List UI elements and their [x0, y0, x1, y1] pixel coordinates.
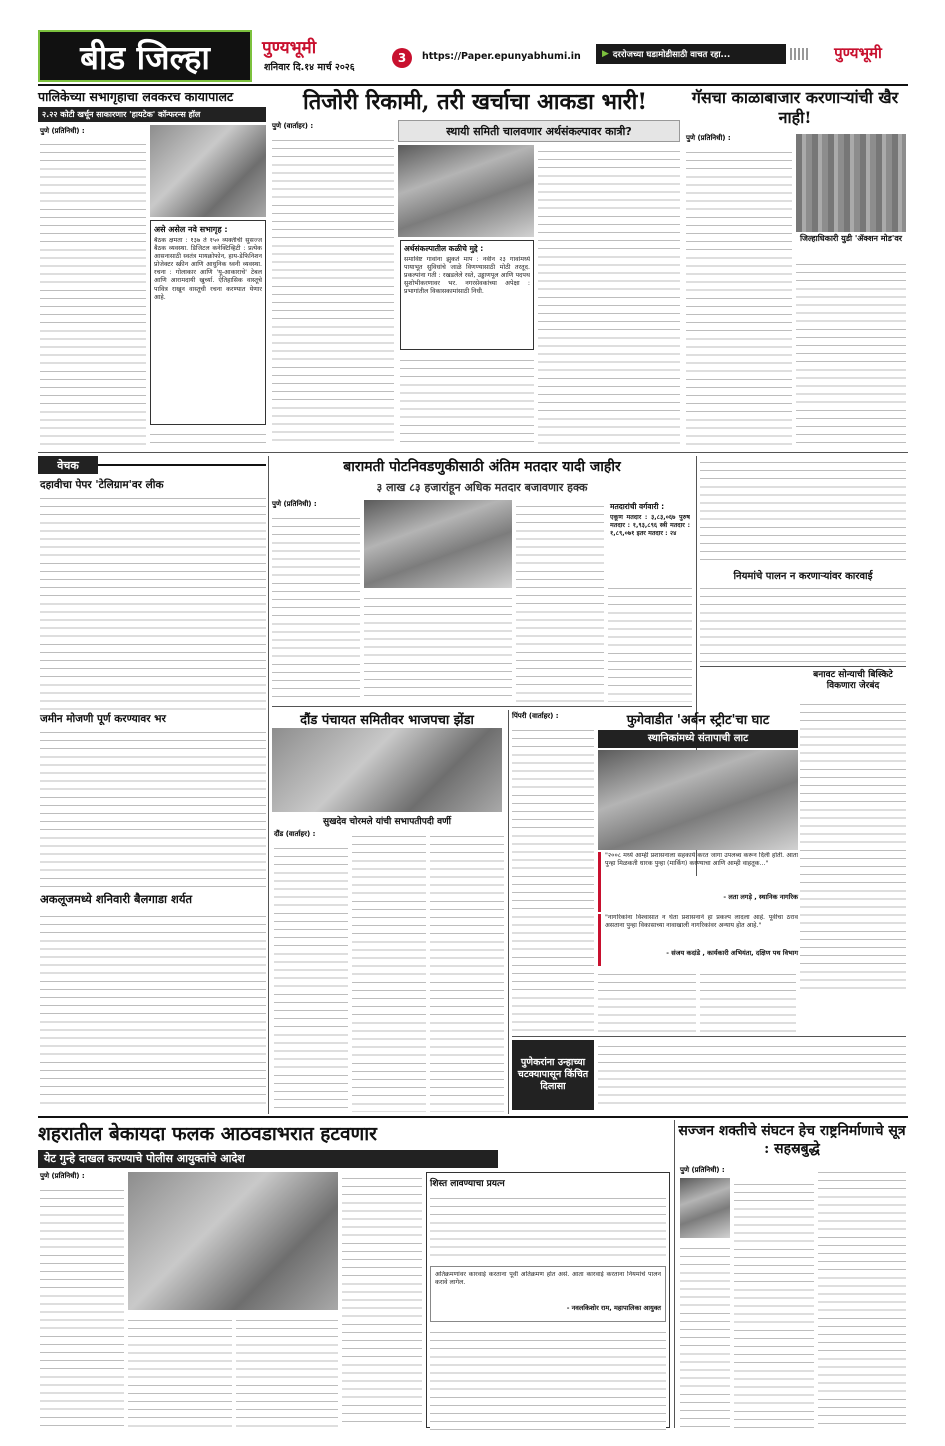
- palika-body: [40, 138, 146, 446]
- shahar-byline: पुणे (प्रतिनिधी) :: [40, 1172, 85, 1180]
- baramati-col-1: [272, 512, 360, 702]
- header-rule: [38, 84, 908, 86]
- punekar-title-box: [512, 1040, 594, 1110]
- shahar-photo: [128, 1172, 338, 1310]
- shahar-quote-box: [430, 1266, 666, 1322]
- rule-3: [512, 1036, 906, 1037]
- shahar-subtitle: येट गुन्हे दाखल करण्याचे पोलीस आयुक्तांचे आदेश: [38, 1150, 498, 1168]
- fursungi-quote-2-by: - संजय कदांडे , कार्यकारी अभियंता, दक्षिण पथ विभाग: [666, 949, 798, 957]
- tijori-title: तिजोरी रिकामी, तरी खर्चाचा आकडा भारी!: [303, 89, 647, 115]
- tijori-col-4: [400, 354, 534, 448]
- baramati-col-4: [608, 582, 692, 702]
- daund-col-2: [352, 830, 426, 1112]
- building-photo: [398, 145, 534, 237]
- page-date: शनिवार दि.१४ मार्च २०२६: [264, 62, 355, 73]
- daund-col-3: [430, 830, 504, 1112]
- col-divider-4: [674, 1120, 675, 1428]
- punekar-body: [598, 1040, 906, 1110]
- shahar-quote: अतिक्रमणांवर कारवाई करताना पूर्वी अतिक्रमण होत असे. आता कारवाई करताना नियमांचे पालन करावे लागेल.: [435, 1271, 661, 1287]
- baramati-title: बारामती पोटनिवडणुकीसाठी अंतिम मतदार यादी जाहीर: [343, 459, 621, 475]
- sajjan-col-1: [734, 1178, 814, 1428]
- rule-2: [272, 706, 692, 707]
- shahar-col-4: [342, 1172, 422, 1428]
- fursungi-quote-1-by: - लता लगड़े , स्थानिक नागरिक: [723, 893, 798, 901]
- shisht-body: [430, 1192, 666, 1262]
- sajjan-col-2: [818, 1166, 906, 1428]
- website-url[interactable]: https://Paper.epunyabhumi.in: [422, 51, 581, 62]
- vechak-body-3: [40, 910, 266, 1110]
- niyamache-body: [700, 582, 906, 662]
- palika-subtitle: २.२२ कोटी खर्चून साकारणार 'हायटेक' कॉन्फरन्स हॉल: [38, 107, 266, 122]
- fursungi-quote-2: [598, 914, 798, 966]
- tijori-subhead: स्थायी समिती चालवणार अर्थसंकल्पावर कात्री?: [446, 124, 632, 138]
- rule-1: [38, 452, 908, 453]
- shisht-body-2: [430, 1326, 666, 1436]
- fursungi-subtitle: स्थानिकांमध्ये संतापाची लाट: [598, 730, 798, 748]
- shisht-title: शिस्त लावण्याचा प्रयत्न: [430, 1179, 505, 1189]
- rule-4: [38, 1116, 908, 1118]
- vikrata-title: बनावट सोन्याची बिस्किटे विकणारा जेरबंद: [813, 670, 893, 691]
- tijori-col-3: [538, 145, 680, 448]
- tijori-box: [400, 240, 534, 350]
- tijori-col-1: [272, 134, 394, 448]
- col-divider-3: [508, 710, 509, 1114]
- brand-logo: [262, 34, 352, 58]
- gas-col-2: [796, 258, 906, 448]
- ticker-bar: [596, 44, 786, 64]
- page-number: 3: [397, 51, 407, 65]
- shahar-col-3: [236, 1314, 338, 1428]
- daund-caption: सुखदेव चोरमले यांची सभापतीपदी वर्णी: [323, 817, 451, 827]
- play-icon: ▶: [602, 49, 609, 59]
- page-number-badge: [392, 48, 412, 68]
- shahar-title: शहरातील बेकायदा फलक आठवडाभरात हटवणार: [38, 1123, 377, 1145]
- vechak-body-1: [40, 492, 266, 710]
- daund-title: दौंड पंचायत समितीवर भाजपचा झेंडा: [300, 713, 474, 728]
- palika-box-title: असे असेल नवे सभागृह :: [154, 225, 228, 234]
- gas-byline: पुणे (प्रतिनिधी) :: [686, 134, 731, 142]
- baramati-stats-box: [608, 500, 692, 580]
- tijori-byline: पुणे (वार्ताहर) :: [272, 122, 314, 130]
- sajjan-photo: [680, 1178, 730, 1238]
- vikrata-body: [800, 698, 906, 994]
- vechak-label-text: वेचक: [57, 458, 79, 472]
- shahar-col-2: [128, 1314, 232, 1428]
- vechak-rule: [98, 464, 266, 466]
- fursungi-quote-1: [598, 852, 798, 912]
- shahar-quote-by: - नवलकिशोर राम, महापालिका आयुक्त: [566, 1304, 661, 1312]
- palika-byline: पुणे (प्रतिनिधी) :: [40, 127, 85, 135]
- baramati-stats: एकूण मतदार : ३,८३,०६७ पुरुष मतदार : १,९३,८९६ स्त्री मतदार : १,८९,०७१ इतर मतदार : २४: [610, 514, 690, 538]
- daund-byline: दौंड (वार्ताहर) :: [274, 830, 316, 838]
- hall-photo: [150, 125, 266, 217]
- baramati-photo: [364, 500, 512, 588]
- promo-dots: [790, 48, 808, 60]
- palika-box: [150, 220, 266, 425]
- vechak-title-2: जमीन मोजणी पूर्ण करण्यावर भर: [40, 713, 166, 725]
- baramati-col-2: [364, 592, 512, 702]
- sajjan-title: सज्जन शक्तीचे संघटन हेच राष्ट्रनिर्माणाचे सूत्र : सहस्रबुद्धे: [678, 1123, 906, 1157]
- vechak-title-3: अकलूजमध्ये शनिवारी बैलगाडा शर्यत: [40, 892, 193, 906]
- shisht-box: [426, 1172, 670, 1428]
- fursungi-col-2: [700, 968, 796, 1032]
- brand-logo-right-text: पुण्यभूमी: [834, 44, 882, 62]
- gas-title: गॅसचा काळाबाजार करणाऱ्यांची खैर नाही!: [691, 88, 899, 127]
- fursungi-photo: [598, 750, 798, 850]
- tijori-box-text: समाविष्ट गावांना झुकते माप : नवीन २३ गावांमध्ये पायाभूत सुविधांचे जाळे विणण्यासाठी मोठी तरतूद. प्रकल्पांना गती : रखडलेले रस्ते, उड्डाणपूल आणि पदपथ सुशोभीकरणावर भर. नगरसेवकांच्या अपेक्षा : प्रभागांतील विकासकामांसाठी निधी.: [404, 256, 530, 296]
- tijori-subhead-bar: [398, 120, 680, 142]
- vechak-body-2: [40, 726, 266, 892]
- gas-col-1: [686, 146, 792, 446]
- col-divider-1: [268, 456, 269, 1114]
- district-title: बीड जिल्हा: [80, 37, 210, 77]
- punekar-title: पुणेकरांना उन्हाच्या चटक्यापासून किंचित दिलासा: [517, 1057, 589, 1092]
- sajjan-byline: पुणे (प्रतिनिधी) :: [680, 1166, 725, 1174]
- tijori-box-title: अर्थसंकल्पातील कळीचे मुद्दे :: [404, 244, 484, 253]
- baramati-stats-title: मतदारांची वर्गवारी :: [610, 502, 665, 511]
- baramati-byline: पुणे (प्रतिनिधी) :: [272, 500, 317, 508]
- fursungi-quote-2-text: "नागरिकांना विश्वासात न घेता प्रशासनाने हा प्रकल्प लादला आहे. पूर्वीचा ठराव असताना पुन्हा विकासाच्या नावाखाली नागरिकांवर अन्याय होत आहे.": [605, 914, 798, 930]
- rule-right: [700, 666, 906, 667]
- brand-logo-right: [810, 40, 906, 66]
- masthead: [38, 30, 252, 82]
- fursungi-col-1: [598, 968, 696, 1032]
- sajjan-col-0: [680, 1242, 730, 1428]
- pimpri-byline: पिंपरी (वार्ताहर) :: [512, 712, 559, 720]
- baramati-subtitle: ३ लाख ८३ हजारांहून अधिक मतदार बजावणार हक्क: [376, 481, 588, 494]
- vechak-title-1: दहावीचा पेपर 'टेलिग्राम'वर लीक: [40, 479, 164, 491]
- vechak-label: [38, 456, 98, 474]
- palika-box-text: बैठक क्षमता : १३७ ते १५० व्यक्तींची सुसज्ज बैठक व्यवस्था. डिजिटल कनेक्टिव्हिटी : प्रत्येक आसनासाठी स्वतंत्र मायक्रोफोन, हाय-डेफिनिशन प्रोजेक्टर स्क्रीन आणि आधुनिक ध्वनी व्यवस्था. रचना : गोलाकार आणि 'यू-आकाराचे' टेबल आणि आरामदायी खुर्च्या. ऐतिहासिक वास्तूचे पावित्र राखून वास्तूची रचना करण्यात येणार आहे.: [154, 237, 262, 301]
- fursungi-title: फुगेवाडीत 'अर्बन स्ट्रीट'चा घाट: [626, 713, 770, 728]
- pimpri-body: [512, 724, 594, 1032]
- daund-col-1: [274, 842, 348, 1112]
- niyamache-title: नियमांचे पालन न करणाऱ्यांवर कारवाई: [733, 571, 873, 582]
- daund-photo: [272, 728, 502, 812]
- ticker-text: दररोजच्या घडामोडीसाठी वाचत रहा...: [612, 49, 731, 60]
- gas-continued: [700, 456, 906, 564]
- shahar-col-1: [40, 1184, 124, 1428]
- baramati-col-3: [516, 500, 604, 702]
- gas-cylinders-photo: [796, 134, 906, 232]
- fursungi-quote-1-text: "२००८ मध्ये आम्ही प्रशासनाला सहकार्य करत जागा उपलब्ध करून दिली होती. आता पुन्हा मिळकती धारक पुन्हा (मार्किंग) करण्याचा आणि आम्ही वाहतूक...": [605, 852, 798, 868]
- brand-logo-text: पुण्यभूमी: [262, 37, 317, 58]
- palika-body-2: [150, 428, 266, 448]
- palika-title: पालिकेच्या सभागृहाचा लवकरच कायापालट: [38, 89, 234, 104]
- gas-caption: जिल्हाधिकारी युडी 'ॲक्शन मोड'वर: [799, 234, 903, 243]
